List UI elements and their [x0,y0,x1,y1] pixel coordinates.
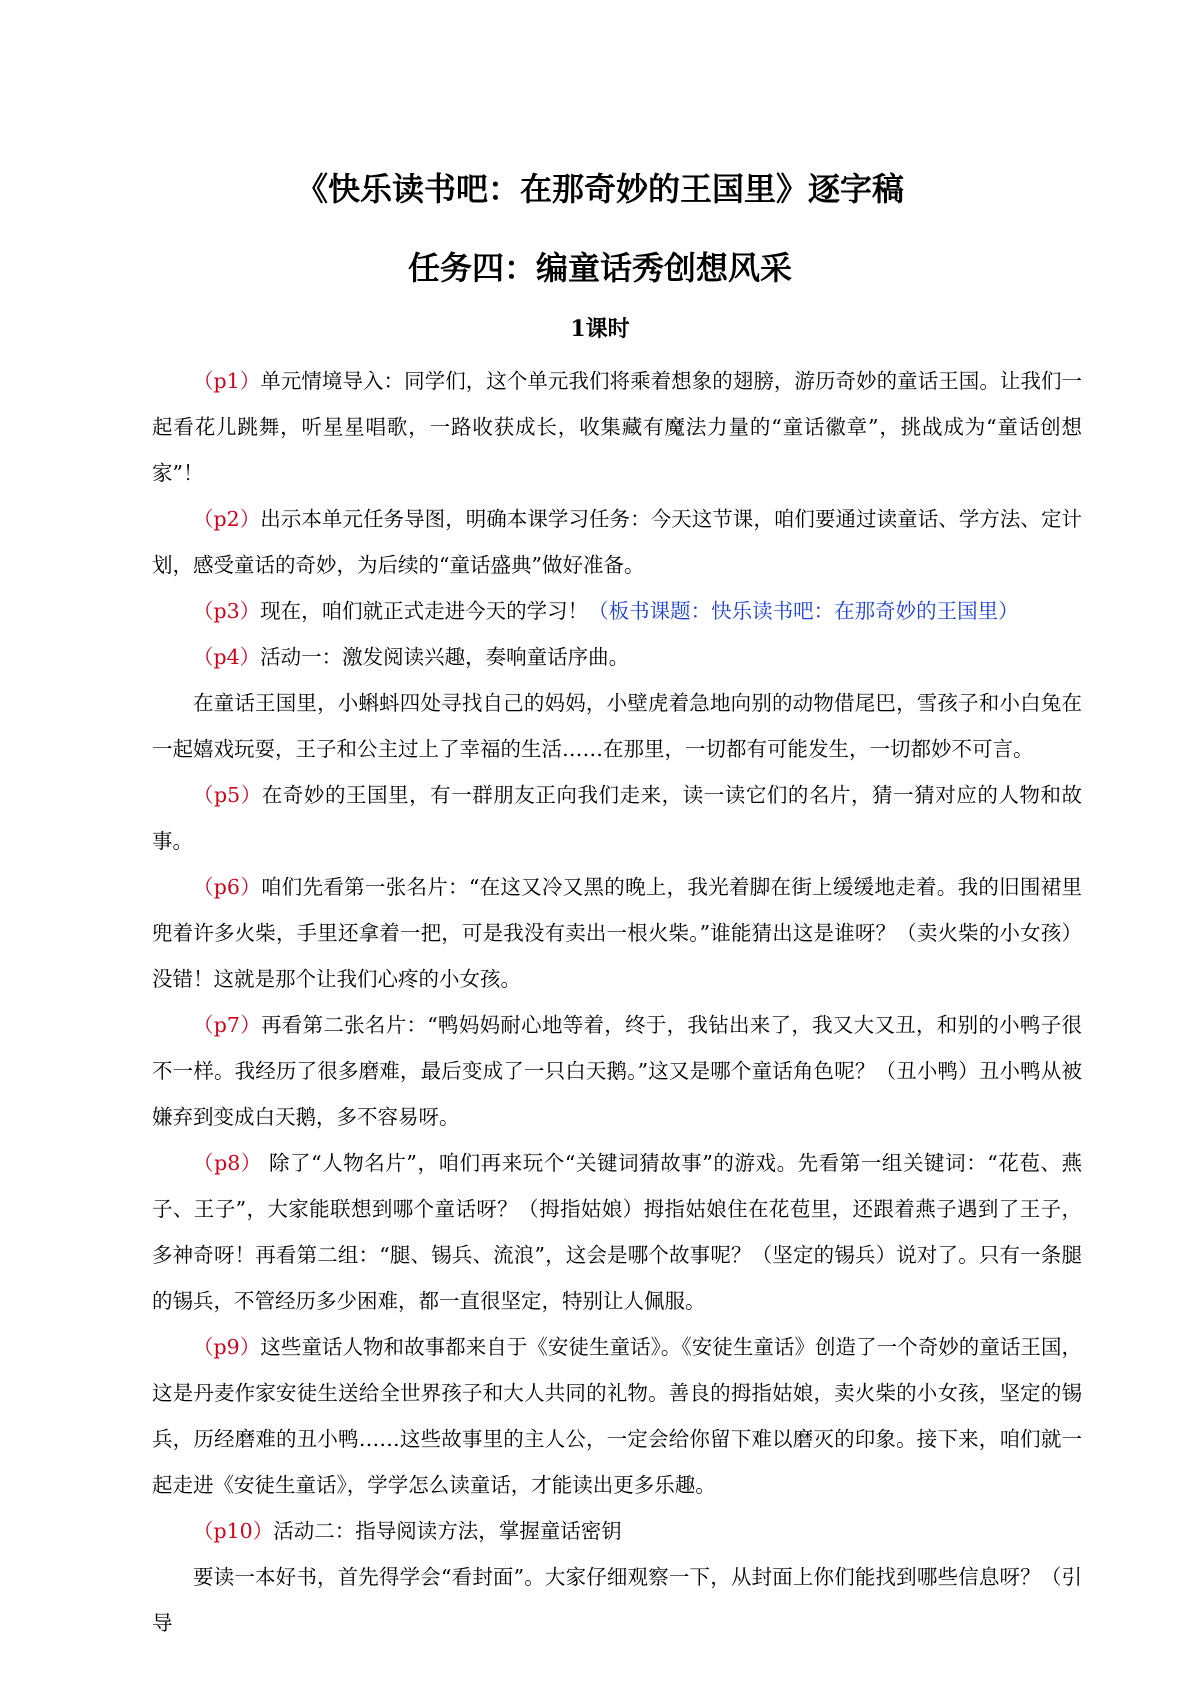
paragraph-text: 再看第二张名片：“鸭妈妈耐心地等着，终于，我钻出来了，我又大又丑，和别的小鸭子很不一样。我经历了很多磨难，最后变成了一只白天鹅。”这又是哪个童话角色呢？（丑小鸭）丑小鸭从被嫌弃到变成白天鹅，多不容易呀。 [152,1013,1082,1129]
paragraph-p7 [152,1002,1082,1140]
paragraph-p3 [152,588,1082,634]
paragraph-text: 现在，咱们就正式走进今天的学习！ [260,599,589,623]
paragraph-p9 [152,1324,1082,1508]
paragraph-marker: （p9） [193,1335,261,1359]
paragraph-marker: （p2） [193,507,261,531]
paragraph-marker: （p5） [193,783,262,807]
paragraph-text: 在奇妙的王国里，有一群朋友正向我们走来，读一读它们的名片，猜一猜对应的人物和故事。 [152,783,1083,853]
paragraph-marker: （p3） [193,599,261,623]
paragraph-p5 [152,772,1082,864]
document-body [152,358,1082,1646]
paragraph-p2 [152,496,1082,588]
paragraph-cover-reading [152,1554,1082,1646]
paragraph-text: 咱们先看第一张名片：“在这又冷又黑的晚上，我光着脚在街上缓缓地走着。我的旧围裙里兜着许多火柴，手里还拿着一把，可是我没有卖出一根火柴。”谁能猜出这是谁呀？（卖火柴的小女孩）没错！这就是那个让我们心疼的小女孩。 [152,875,1082,991]
paragraph-marker: （p8） [193,1151,262,1175]
paragraph-text: 活动二：指导阅读方法，掌握童话密钥 [273,1519,622,1543]
paragraph-text: 要读一本好书，首先得学会“看封面”。大家仔细观察一下，从封面上你们能找到哪些信息呀？（引导 [152,1565,1082,1635]
paragraph-marker: （p7） [193,1013,262,1037]
paragraph-p1 [152,358,1082,496]
document-title: 《快乐读书吧：在那奇妙的王国里》逐字稿 [295,170,904,208]
paragraph-marker: （p6） [193,875,262,899]
paragraph-marker: （p10） [193,1519,274,1543]
lesson-label: 1课时 [570,316,630,342]
paragraph-text: 除了“人物名片”，咱们再来玩个“关键词猜故事”的游戏。先看第一组关键词：“花苞、燕子、王子”，大家能联想到哪个童话呀？（拇指姑娘）拇指姑娘住在花苞里，还跟着燕子遇到了王子，多神奇呀！再看第二组：“腿、锡兵、流浪”，这会是哪个故事呢？（坚定的锡兵）说对了。只有一条腿的锡兵，不管经历多少困难，都一直很坚定，特别让人佩服。 [152,1151,1082,1313]
paragraph-text: 在童话王国里，小蝌蚪四处寻找自己的妈妈，小壁虎着急地向别的动物借尾巴，雪孩子和小白兔在一起嬉戏玩耍，王子和公主过上了幸福的生活……在那里，一切都有可能发生，一切都妙不可言。 [152,691,1082,761]
paragraph-p6 [152,864,1082,1002]
paragraph-marker: （p4） [193,645,261,669]
paragraph-text: 活动一：激发阅读兴趣，奏响童话序曲。 [260,645,630,669]
document-subtitle: 任务四：编童话秀创想风采 [407,249,792,287]
paragraph-marker: （p1） [193,369,261,393]
paragraph-text: 出示本单元任务导图，明确本课学习任务：今天这节课，咱们要通过读童话、学方法、定计划，感受童话的奇妙，为后续的“童话盛典”做好准备。 [152,507,1082,577]
board-note: （板书课题：快乐读书吧：在那奇妙的王国里） [588,599,1019,623]
paragraph-p8 [152,1140,1082,1324]
paragraph-text: 单元情境导入：同学们，这个单元我们将乘着想象的翅膀，游历奇妙的童话王国。让我们一起看花儿跳舞，听星星唱歌，一路收获成长，收集藏有魔法力量的“童话徽章”，挑战成为“童话创想家”！ [152,369,1082,485]
paragraph-story-intro [152,680,1082,772]
paragraph-p4 [152,634,1082,680]
paragraph-p10 [152,1508,1082,1554]
paragraph-text: 这些童话人物和故事都来自于《安徒生童话》。《安徒生童话》创造了一个奇妙的童话王国，这是丹麦作家安徒生送给全世界孩子和大人共同的礼物。善良的拇指姑娘，卖火柴的小女孩，坚定的锡兵，历经磨难的丑小鸭……这些故事里的主人公，一定会给你留下难以磨灭的印象。接下来，咱们就一起走进《安徒生童话》，学学怎么读童话，才能读出更多乐趣。 [152,1335,1082,1497]
